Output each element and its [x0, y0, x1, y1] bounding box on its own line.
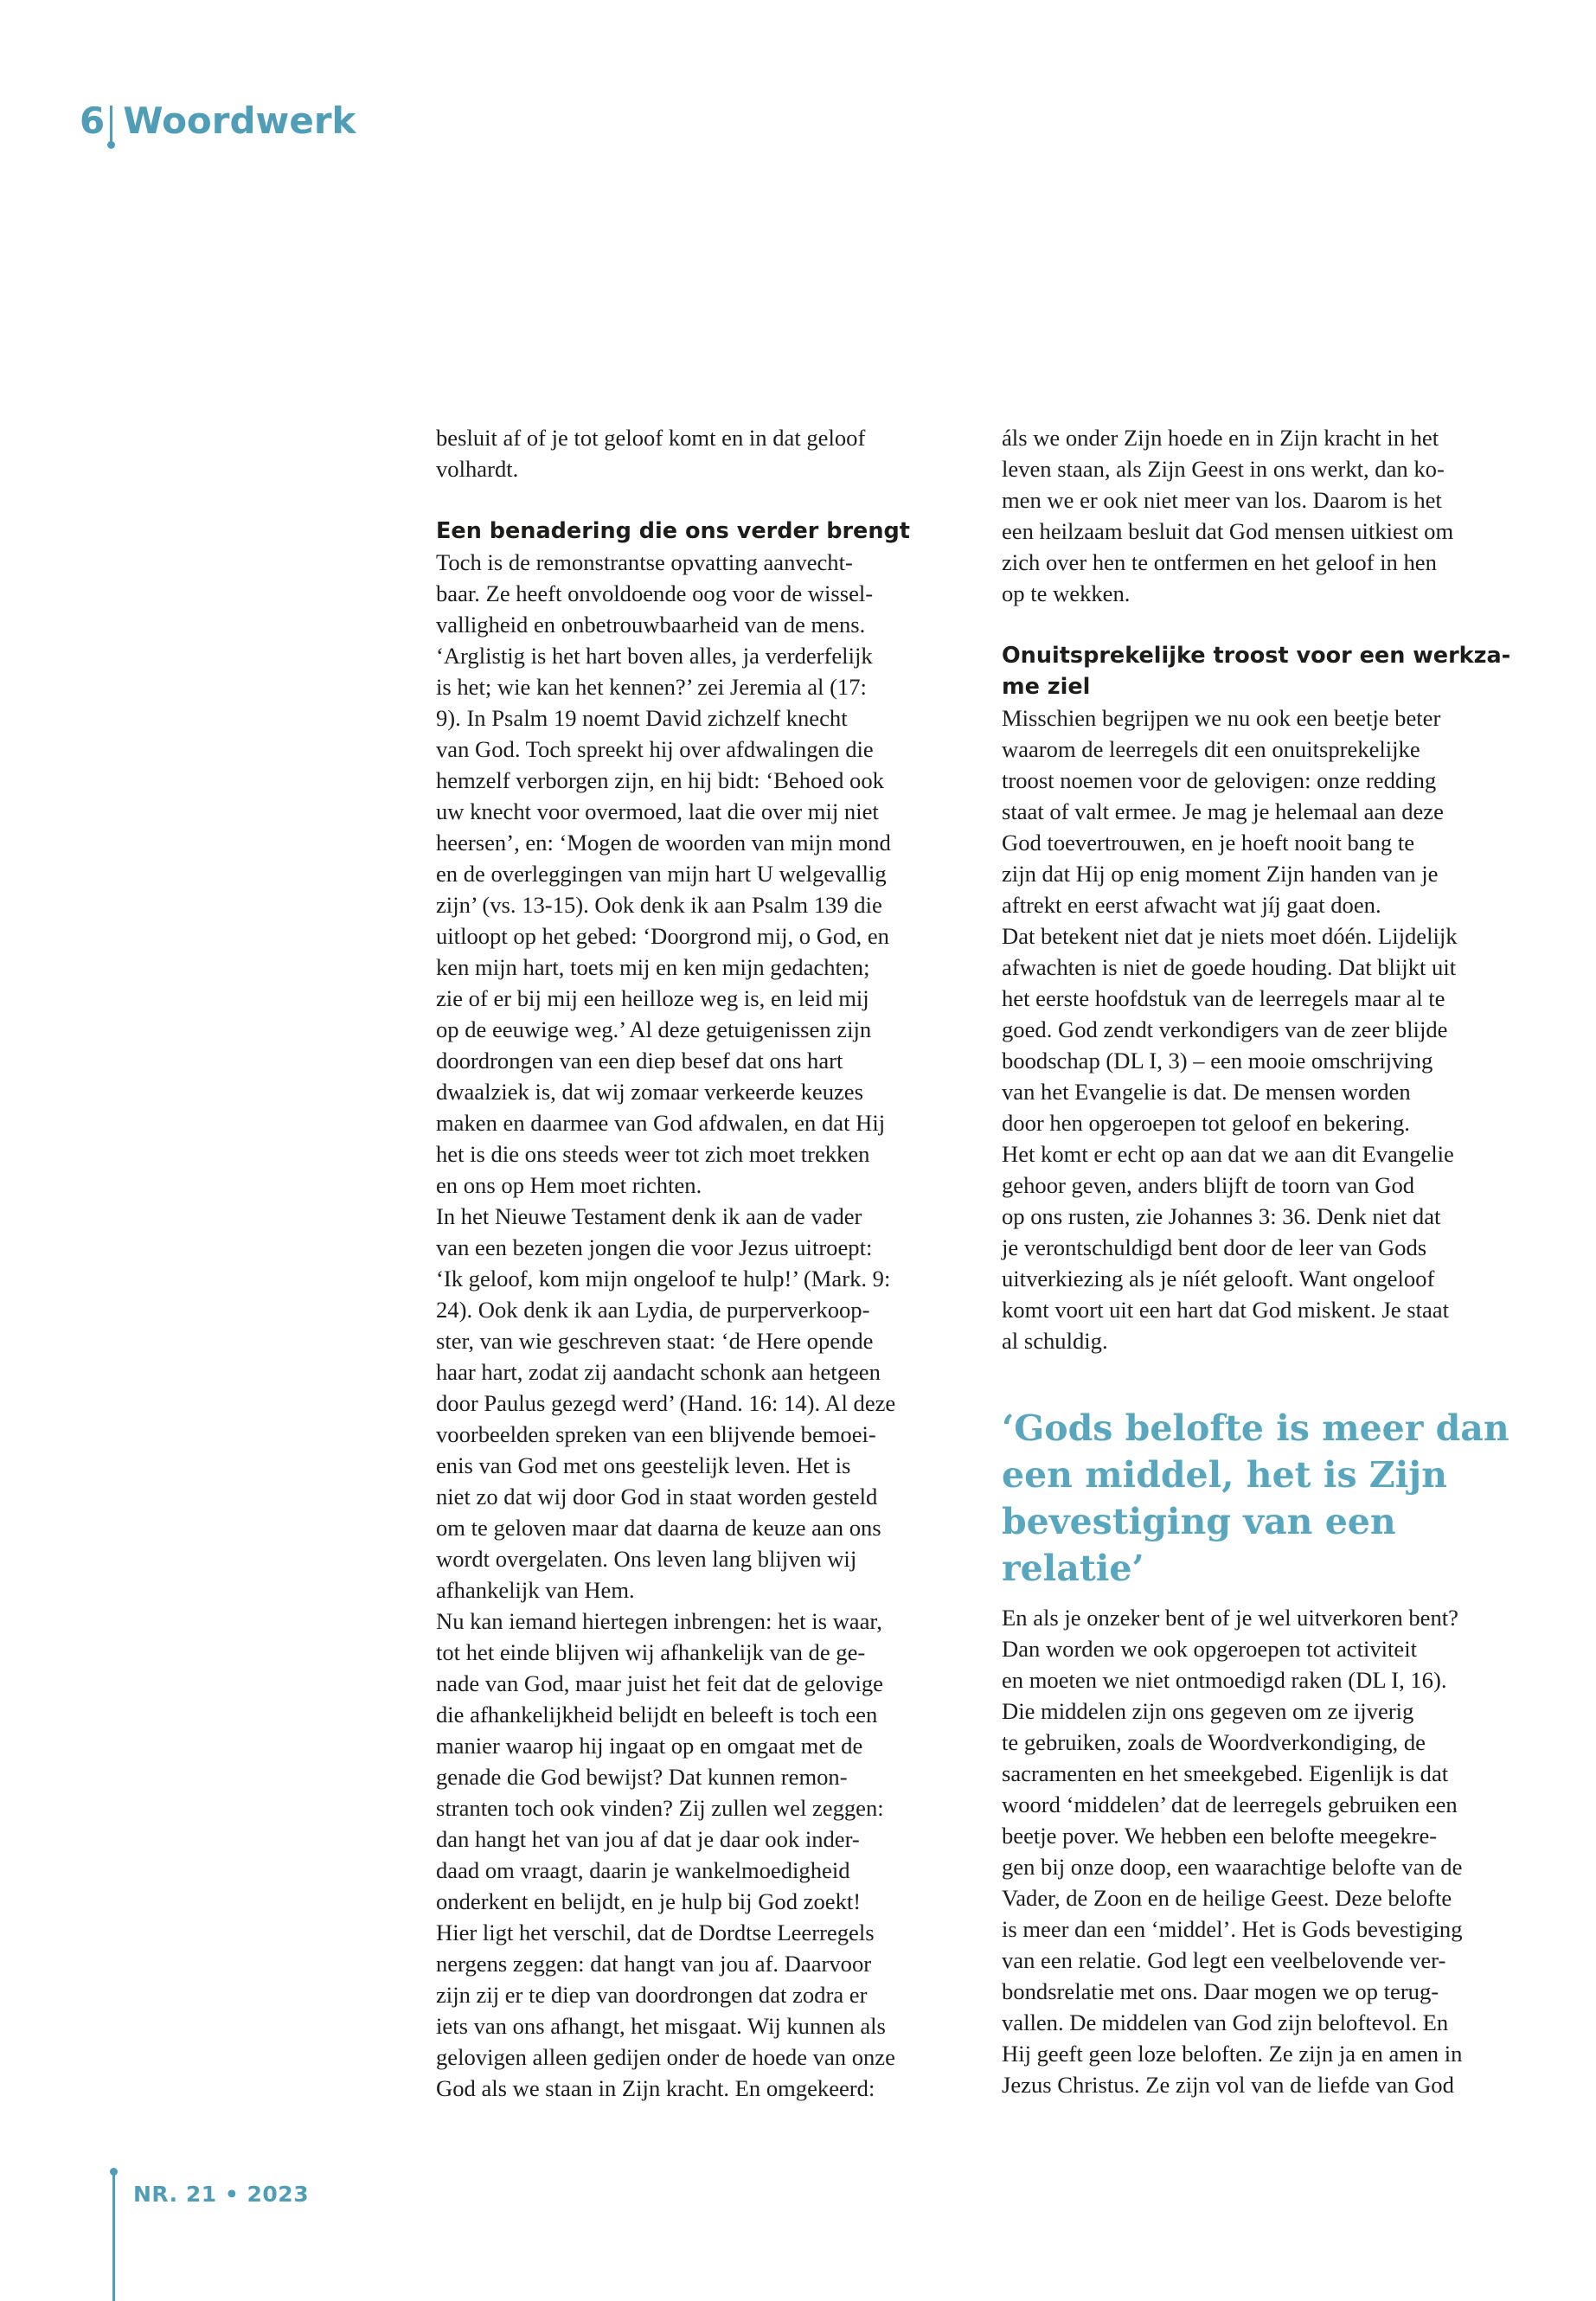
right-column-continued: [1002, 1602, 1538, 2100]
footer-divider: [112, 2171, 115, 2301]
paragraph: Dat betekent niet dat je niets moet dóén. Lijdelijk afwachten is niet de goede houding. Dat blijkt uit het eerste hoofdstuk van de leerregels maar al te goed. God zendt verkondigers van de zeer blijde boodschap (DL I, 3) – een mooie omschrijving van het Evangelie is dat. De mensen worden door hen opgeroepen tot geloof en bekering. Het komt er echt op aan dat we aan dit Evangelie gehoor geven, anders blijft de toorn van God op ons rusten, zie Johannes 3: 36. Denk niet dat je verontschuldigd bent door de leer van Gods uitverkiezing als je níét gelooft. Want ongeloof komt voort uit een hart dat God miskent. Je staat al schuldig.: [1002, 923, 1458, 1354]
paragraph: Nu kan iemand hiertegen inbrengen: het is waar, tot het einde blijven wij afhankelijk van de ge- nade van God, maar juist het feit dat de gelovige die afhankelijkheid belijdt en beleeft is toch een manier waarop hij ingaat op en omgaat met de genade die God bewijst? Dat kunnen remon- stranten toch ook vinden? Zij zullen wel zeggen: dan hangt het van jou af dat je daar ook inder- daad om vraagt, daarin je wankelmoedigheid onderkent en belijdt, en je hulp bij God zoekt! Hier ligt het verschil, dat de Dordtse Leerregels nergens zeggen: dat hangt van jou af. Daarvoor zijn zij er te diep van doordrongen dat zodra er iets van ons afhangt, het misgaat. Wij kunnen als gelovigen alleen gedijen onder de hoede van onze God als we staan in Zijn kracht. En omgekeerd:: [436, 1608, 895, 2101]
paragraph: In het Nieuwe Testament denk ik aan de vader van een bezeten jongen die voor Jezus uitroept: ‘Ik geloof, kom mijn ongeloof te hulp!’ (Mark. 9: 24). Ook denk ik aan Lydia, de purperverkoop- ster, van wie geschreven staat: ‘de Here opende haar hart, zodat zij aandacht schonk aan hetgeen door Paulus gezegd werd’ (Hand. 16: 14). Al deze voorbeelden spreken van een blijvende bemoei- enis van God met ons geestelijk leven. Het is niet zo dat wij door God in staat worden gesteld om te geloven maar dat daarna de keuze aan ons wordt overgelaten. Ons leven lang blijven wij afhankelijk van Hem.: [436, 1203, 896, 1603]
issue-number: NR. 21 • 2023: [133, 2182, 310, 2207]
left-column: [436, 422, 972, 2104]
paragraph: besluit af of je tot geloof komt en in dat geloof volhardt.: [436, 425, 866, 482]
pull-quote: ‘Gods belofte is meer dan een middel, het is Zijn bevestiging van een relatie’: [1002, 1407, 1509, 1589]
spacer: [436, 484, 972, 516]
paragraph: Misschien begrijpen we nu ook een beetje beter waarom de leerregels dit een onuitsprekelijke troost noemen voor de gelovigen: onze redding staat of valt ermee. Je mag je helemaal aan deze God toevertrouwen, en je hoeft nooit bang te zijn dat Hij op enig moment Zijn handen van je aftrekt en eerst afwacht wat jíj gaat doen.: [1002, 705, 1444, 918]
subheading: Onuitsprekelijke troost voor een werkza- me ziel: [1002, 643, 1511, 700]
subheading: Een benadering die ons verder brengt: [436, 518, 910, 544]
page-number: 6: [80, 99, 106, 142]
paragraph: Toch is de remonstrantse opvatting aanvecht- baar. Ze heeft onvoldoende oog voor de wissel- valligheid en onbetrouwbaarheid van de mens. ‘Arglistig is het hart boven alles, ja verderfelijk is het; wie kan het kennen?’ zei Jeremia al (17: 9). In Psalm 19 noemt David zichzelf knecht van God. Toch spreekt hij over afdwalingen die hemzelf verborgen zijn, en hij bidt: ‘Behoed ook uw knecht voor overmoed, laat die over mij niet heersen’, en: ‘Mogen de woorden van mijn mond en de overleggingen van mijn hart U welgevallig zijn’ (vs. 13-15). Ook denk ik aan Psalm 139 die uitloopt op het gebed: ‘Doorgrond mij, o God, en ken mijn hart, toets mij en ken mijn gedachten; zie of er bij mij een heilloze weg is, en leid mij op de eeuwige weg.’ Al deze getuigenissen zijn doordrongen van een diep besef dat ons hart dwaalziek is, dat wij zomaar verkeerde keuzes maken en daarmee van God afdwalen, en dat Hij het is die ons steeds weer tot zich moet trekken en ons op Hem moet richten.: [436, 549, 891, 1198]
paragraph: áls we onder Zijn hoede en in Zijn kracht in het leven staan, als Zijn Geest in ons werkt, dan ko- men we er ook niet meer van los. Daarom is het een heilzaam besluit dat God mensen uitkiest om zich over hen te ontfermen en het geloof in hen op te wekken.: [1002, 425, 1454, 606]
right-column: [1002, 422, 1538, 1356]
paragraph: En als je onzeker bent of je wel uitverkoren bent? Dan worden we ook opgeroepen tot activiteit en moeten we niet ontmoedigd raken (DL I, 16). Die middelen zijn ons gegeven om ze ijverig te gebruiken, zoals de Woordverkondiging, de sacramenten en het smeekgebed. Eigenlijk is dat woord ‘middelen’ dat de leerregels gebruiken een beetje pover. We hebben een belofte meegekre- gen bij onze doop, een waarachtige belofte van de Vader, de Zoon en de heilige Geest. Deze belofte is meer dan een ‘middel’. Het is Gods bevestiging van een relatie. God legt een veelbelovende ver- bondsrelatie met ons. Daar mogen we op terug- vallen. De middelen van God zijn beloftevol. En Hij geeft geen loze beloften. Ze zijn ja en amen in Jezus Christus. Ze zijn vol van de liefde van God: [1002, 1605, 1463, 2098]
section-title: Woordwerk: [123, 99, 356, 142]
spacer: [1002, 609, 1538, 640]
header-divider: [110, 106, 112, 144]
page-header: [80, 97, 356, 145]
